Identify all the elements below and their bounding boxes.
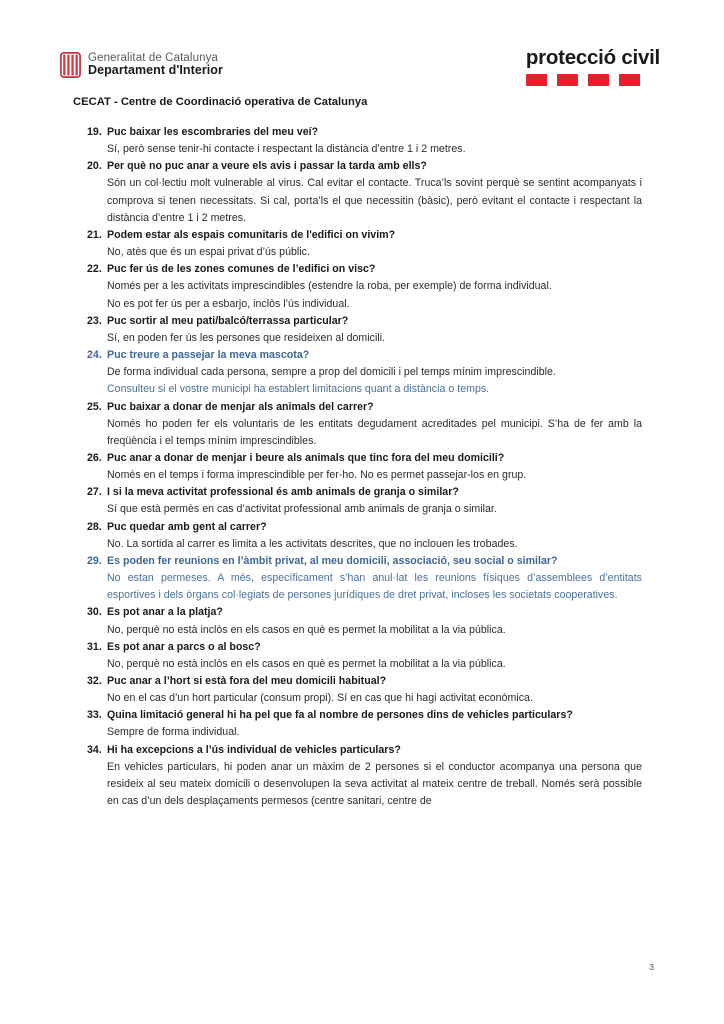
faq-question-number: 31. [87, 640, 102, 653]
faq-question [73, 639, 642, 656]
faq-answer: Sí, però sense tenir-hi contacte i respectant la distància d’entre 1 i 2 metres. [107, 143, 466, 156]
faq-answer: En vehicles particulars, hi poden anar un màxim de 2 persones si el conductor acompanya una persona que resideix al seu mateix domicili o desenvolupen la seva activitat al mateix centre de treball. Només serà possible en cas d’un dels desplaçaments permesos (centre sanitari, centre de [107, 760, 642, 808]
faq-item [73, 399, 642, 450]
faq-answer: Només ho poden fer els voluntaris de les entitats degudament acreditades pel municipi. S’ha de fer amb la freqüència i el temps mínim imprescindibles. [107, 417, 642, 447]
faq-question [73, 604, 642, 621]
proteccio-civil-logo [526, 48, 660, 86]
faq-item [73, 604, 642, 638]
faq-question-text: Hi ha excepcions a l’ús individual de vehicles particulars? [107, 743, 401, 756]
faq-question-number: 26. [87, 451, 102, 464]
faq-item [73, 347, 642, 398]
red-square-1 [526, 74, 547, 86]
faq-answer: No estan permeses. A més, específicament s’han anul·lat les reunions físiques d’assemblees d’entitats esportives i dels òrgans col·legiats de persones jurídiques de dret privat, incloses les societats cooperatives. [107, 572, 642, 602]
faq-item [73, 450, 642, 484]
faq-answer: Sempre de forma individual. [107, 726, 240, 739]
faq-question-text: I si la meva activitat professional és amb animals de granja o similar? [107, 486, 459, 499]
faq-question [73, 519, 642, 536]
faq-answer: No, perquè no està inclòs en els casos en què es permet la mobilitat a la via pública. [107, 657, 506, 670]
faq-question-text: Puc fer ús de les zones comunes de l’edifici on visc? [107, 263, 376, 276]
faq-item [73, 313, 642, 347]
faq-item [73, 261, 642, 312]
red-square-3 [588, 74, 609, 86]
faq-answer: No, perquè no està inclòs en els casos en què es permet la mobilitat a la via pública. [107, 623, 506, 636]
faq-answer: De forma individual cada persona, sempre a prop del domicili i pel temps mínim imprescindible. [107, 366, 556, 379]
faq-item [73, 227, 642, 261]
faq-answer: No. La sortida al carrer es limita a les activitats descrites, que no inclouen les trobades. [107, 537, 518, 550]
faq-question-text: Es pot anar a la platja? [107, 606, 223, 619]
faq-item [73, 742, 642, 811]
proteccio-civil-wordmark: protecció civil [525, 46, 660, 69]
faq-item [73, 553, 642, 604]
page-header [0, 48, 724, 96]
faq-question-text: Es poden fer reunions en l’àmbit privat, al meu domicili, associació, seu social o similar? [107, 554, 558, 567]
faq-question [73, 742, 642, 759]
faq-question-text: Per què no puc anar a veure els avis i passar la tarda amb ells? [107, 160, 427, 173]
faq-item [73, 158, 642, 227]
faq-question [73, 484, 642, 501]
faq-item [73, 484, 642, 518]
faq-question [73, 158, 642, 175]
faq-question-number: 29. [87, 554, 102, 567]
red-square-4 [619, 74, 640, 86]
faq-question-text: Puc anar a l’hort si està fora del meu domicili habitual? [107, 675, 387, 687]
faq-question-text: Puc sortir al meu pati/balcó/terrassa particular? [107, 314, 349, 327]
faq-question-text: Puc baixar les escombraries del meu veí? [107, 126, 319, 138]
faq-item [73, 639, 642, 673]
faq-answer: No es pot fer ús per a esbarjo, inclòs l’ús individual. [107, 297, 350, 310]
catalonia-shield-icon [60, 52, 81, 78]
faq-question-number: 34. [87, 743, 102, 756]
faq-question-number: 33. [87, 709, 102, 722]
departament-name: Departament d'Interior [88, 63, 223, 78]
faq-question [73, 553, 642, 570]
faq-question [73, 707, 642, 724]
faq-question [73, 399, 642, 416]
faq-list [73, 124, 642, 810]
faq-answer: Només per a les activitats imprescindibles (estendre la roba, per exemple) de forma individual. [107, 280, 552, 293]
faq-question [73, 347, 642, 364]
faq-question-number: 27. [87, 486, 102, 499]
page-number: 3 [649, 962, 654, 972]
page-title: CECAT - Centre de Coordinació operativa de Catalunya [73, 96, 368, 108]
faq-question-text: Puc treure a passejar la meva mascota? [107, 349, 310, 362]
generalitat-wordmark [88, 52, 223, 77]
faq-question-number: 28. [87, 520, 102, 533]
faq-question [73, 313, 642, 330]
faq-question [73, 227, 642, 244]
faq-answer: Sí que està permès en cas d’activitat professional amb animals de granja o similar. [107, 503, 497, 516]
faq-answer: Només en el temps i forma imprescindible per fer-ho. No es permet passejar-los en grup. [107, 469, 527, 482]
faq-answer: Consulteu si el vostre municipi ha establert limitacions quant a distància o temps. [107, 383, 490, 396]
faq-question-number: 19. [87, 126, 102, 138]
generalitat-name: Generalitat de Catalunya [88, 52, 218, 65]
proteccio-civil-squares-icon [526, 74, 660, 86]
faq-question-number: 22. [87, 263, 102, 276]
faq-question-text: Quina limitació general hi ha pel que fa al nombre de persones dins de vehicles particulars? [107, 709, 573, 722]
faq-item [73, 673, 642, 707]
faq-question [73, 261, 642, 278]
faq-answer: Sí, en poden fer ús les persones que resideixen al domicili. [107, 331, 386, 344]
faq-question-text: Puc baixar a donar de menjar als animals del carrer? [107, 400, 374, 413]
faq-question-number: 21. [87, 228, 102, 241]
faq-question [73, 450, 642, 467]
faq-answer: No en el cas d’un hort particular (consum propi). Sí en cas que hi hagi activitat econòmica. [107, 692, 533, 705]
faq-question-number: 25. [87, 400, 102, 413]
faq-question-number: 23. [87, 314, 102, 327]
faq-question-number: 20. [87, 160, 102, 173]
faq-answer: Són un col·lectiu molt vulnerable al virus. Cal evitar el contacte. Truca’ls sovint perquè se sentint acompanyats i comprova si tenen necessitats. Si cal, porta’ls el que necessitin (bàsic), però evitant el contacte i respectant la distància d’entre 1 i 2 metres. [107, 177, 642, 224]
faq-question-text: Puc quedar amb gent al carrer? [107, 520, 267, 533]
faq-question-number: 24. [87, 349, 102, 362]
faq-item [73, 124, 642, 158]
faq-item [73, 519, 642, 553]
faq-question-text: Puc anar a donar de menjar i beure als animals que tinc fora del meu domicili? [107, 451, 505, 464]
faq-question-text: Podem estar als espais comunitaris de l'edifici on vivim? [107, 228, 396, 241]
generalitat-logo [60, 52, 223, 78]
faq-question [73, 673, 642, 690]
faq-question [73, 124, 642, 141]
faq-question-number: 32. [87, 675, 102, 687]
faq-item [73, 707, 642, 741]
faq-answer: No, atès que és un espai privat d’ús públic. [107, 246, 310, 259]
faq-question-number: 30. [87, 606, 102, 619]
faq-question-text: Es pot anar a parcs o al bosc? [107, 640, 261, 653]
red-square-2 [557, 74, 578, 86]
